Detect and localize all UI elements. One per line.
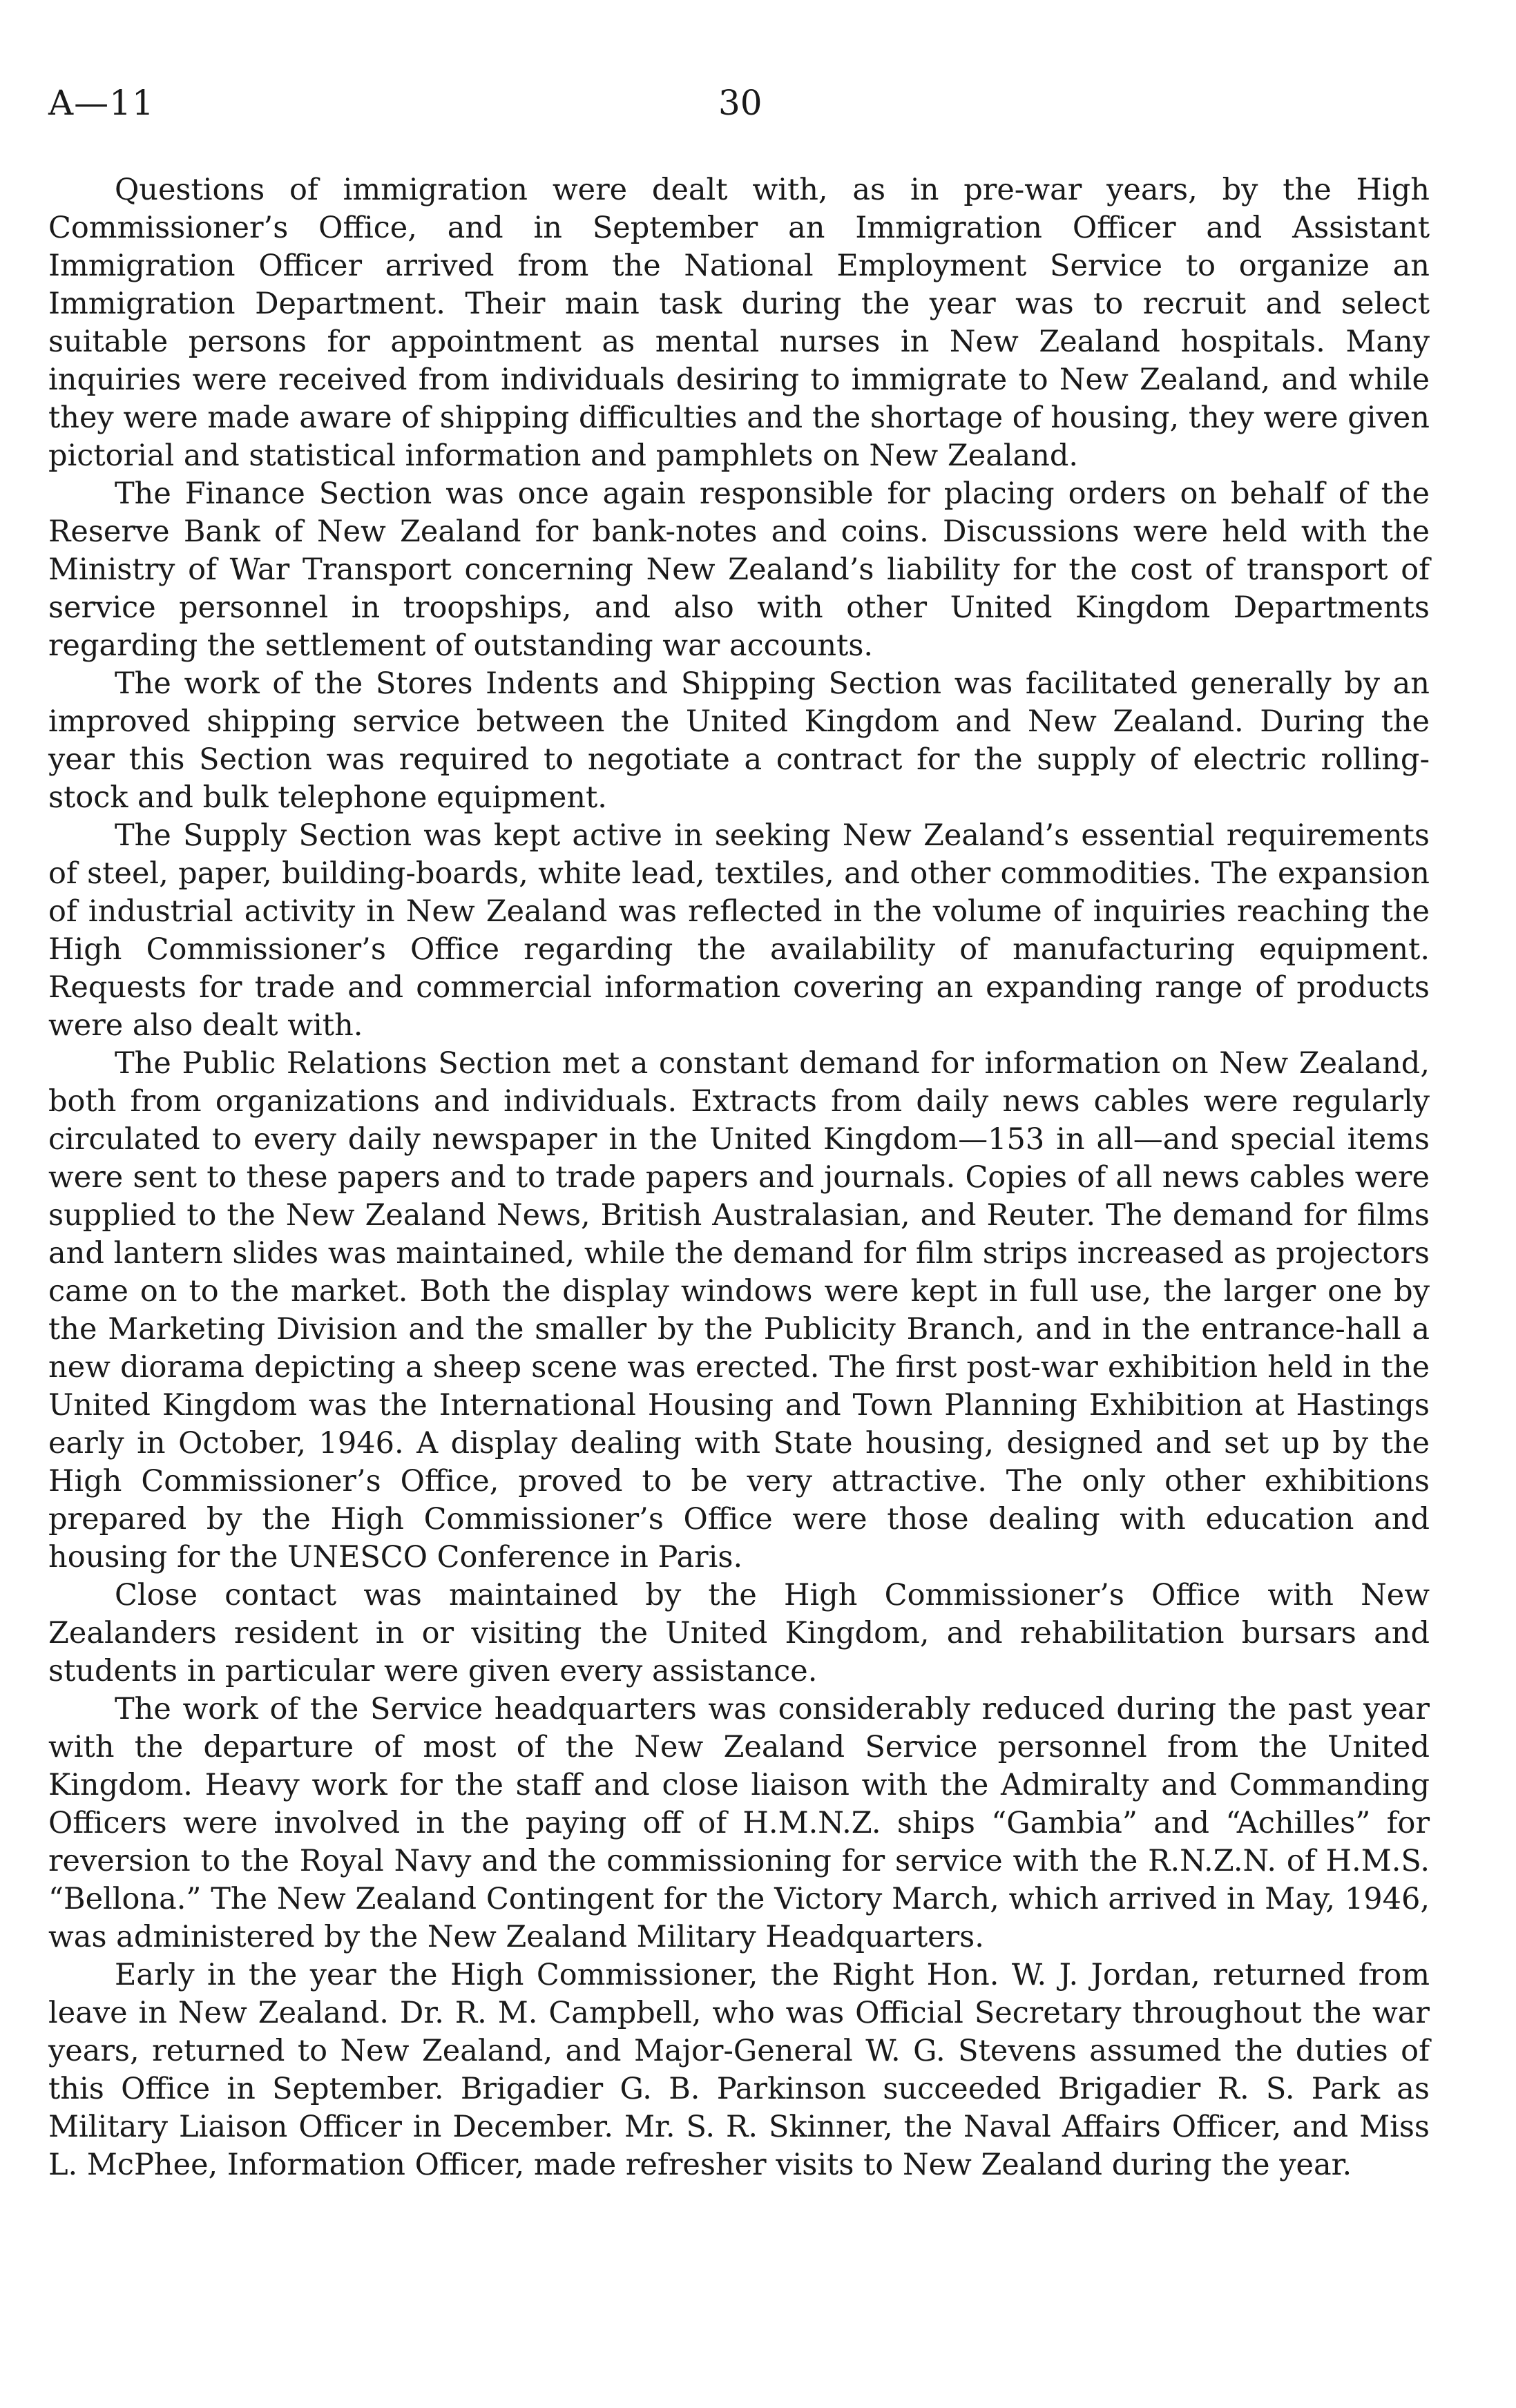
paragraph-service-headquarters: The work of the Service headquarters was considerably reduced during the past year with the departure of most of the New Zealand Service personnel from the United Kingdom. Heavy work for the staff and close liaison with the Admiralty and Commanding Officers were involved in the paying off of H.M.N.Z. ships “Gambia” and “Achilles” for reversion to the Royal Navy and the commissioning for service with the R.N.Z.N. of H.M.S. “Bellona.” The New Zealand Contingent for the Victory March, which arrived in May, 1946, was administered by the New Zealand Military Headquarters. [48, 1692, 1430, 1954]
paragraph-staff-changes: Early in the year the High Commissioner, the Right Hon. W. J. Jordan, returned from leave in New Zealand. Dr. R. M. Campbell, who was Official Secretary throughout the war years, returned to New Zealand, and Major-General W. G. Stevens assumed the duties of this Office in September. Brigadier G. B. Parkinson succeeded Brigadier R. S. Park as Military Liaison Officer in December. Mr. S. R. Skinner, the Naval Affairs Officer, and Miss L. McPhee, Information Officer, made refresher visits to New Zealand during the year. [48, 1958, 1430, 2182]
body-text [48, 171, 1430, 2184]
paragraph-immigration: Questions of immigration were dealt with, as in pre-war years, by the High Commissioner’s Office, and in September an Immigration Officer and Assistant Immigration Officer arrived from the National Employment Service to organize an Immigration Department. Their main task during the year was to recruit and select suitable persons for appointment as mental nurses in New Zealand hospitals. Many inquiries were received from individuals desiring to immigrate to New Zealand, and while they were made aware of shipping difficulties and the shortage of housing, they were given pictorial and statistical information and pamphlets on New Zealand. [48, 173, 1430, 473]
paragraph-finance-section: The Finance Section was once again responsible for placing orders on behalf of the Reserve Bank of New Zealand for bank-notes and coins. Discussions were held with the Ministry of War Transport concerning New Zealand’s liability for the cost of transport of service personnel in troopships, and also with other United Kingdom Departments regarding the settlement of outstanding war accounts. [48, 476, 1430, 663]
paragraph-supply-section: The Supply Section was kept active in seeking New Zealand’s essential requirements of steel, paper, building-boards, white lead, textiles, and other commodities. The expansion of industrial activity in New Zealand was reflected in the volume of inquiries reaching the High Commissioner’s Office regarding the availability of manufacturing equipment. Requests for trade and commercial information covering an expanding range of products were also dealt with. [48, 818, 1430, 1043]
paragraph-public-relations: The Public Relations Section met a constant demand for information on New Zealand, both from organizations and individuals. Extracts from daily news cables were regularly circulated to every daily newspaper in the United Kingdom—153 in all—and special items were sent to these papers and to trade papers and journals. Copies of all news cables were supplied to the New Zealand News, British Australasian, and Reuter. The demand for films and lantern slides was maintained, while the demand for film strips increased as projectors came on to the market. Both the display windows were kept in full use, the larger one by the Marketing Division and the smaller by the Publicity Branch, and in the entrance-hall a new diorama depicting a sheep scene was erected. The first post-war exhibition held in the United Kingdom was the International Housing and Town Planning Exhibition at Hastings early in October, 1946. A display dealing with State housing, designed and set up by the High Commissioner’s Office, proved to be very attractive. The only other exhibitions prepared by the High Commissioner’s Office were those dealing with education and housing for the UNESCO Conference in Paris. [48, 1046, 1430, 1574]
page-number: 30 [718, 83, 762, 123]
paragraph-close-contact: Close contact was maintained by the High Commissioner’s Office with New Zealanders resident in or visiting the United Kingdom, and rehabilitation bursars and students in particular were given every assistance. [48, 1578, 1430, 1688]
page-header [48, 83, 1430, 131]
document-reference: A—11 [48, 83, 155, 123]
paragraph-stores-indents-shipping: The work of the Stores Indents and Shipping Section was facilitated generally by an improved shipping service between the United Kingdom and New Zealand. During the year this Section was required to negotiate a contract for the supply of electric rolling-stock and bulk telephone equipment. [48, 666, 1430, 815]
